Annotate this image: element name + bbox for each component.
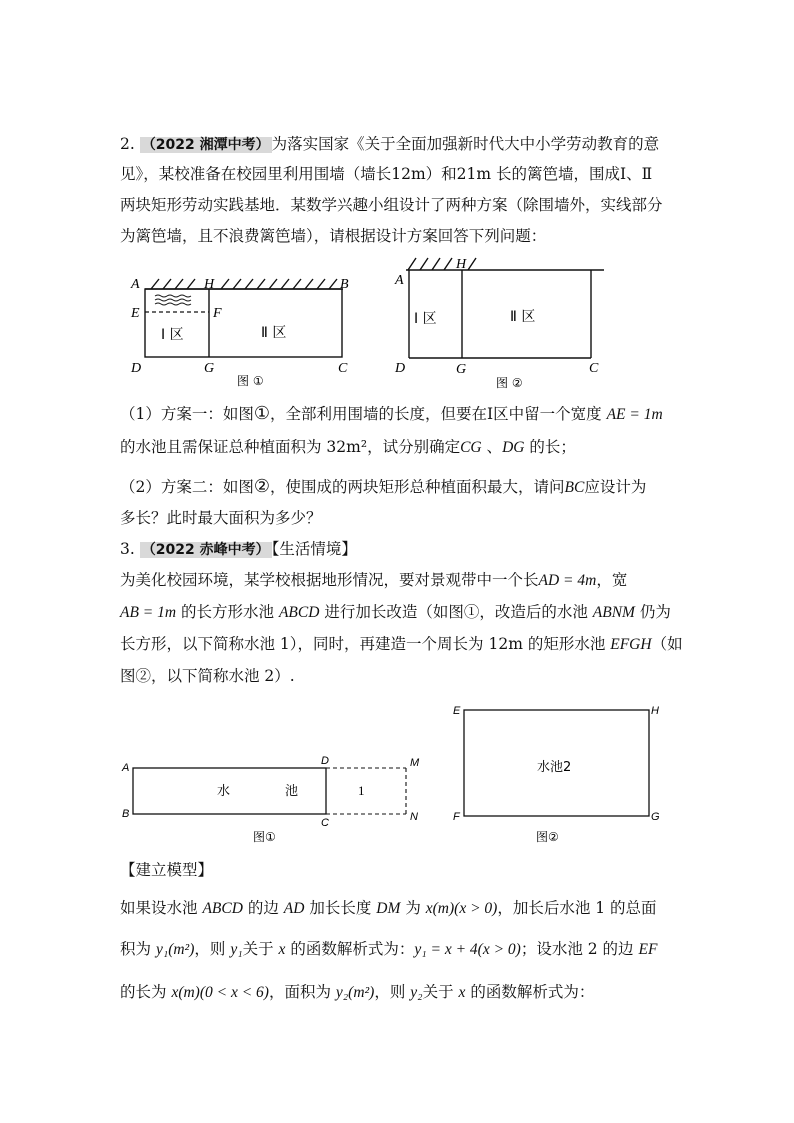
text: 进行加长改造（如图①，改造后的水池: [319, 603, 593, 621]
label-f: F: [213, 306, 222, 321]
text: 的函数解析式为：: [465, 983, 595, 1001]
q3-figure-1: [118, 750, 428, 846]
var: y₁: [230, 941, 243, 958]
text: ，加长后水池 1 的总面: [497, 899, 657, 917]
q2-figure-1: [125, 268, 355, 390]
formula: x(m)(0 < x < 6): [171, 984, 269, 1001]
zone-2-label: Ⅱ 区: [261, 325, 287, 341]
var-dg: DG: [502, 439, 525, 456]
label-g: G: [651, 811, 660, 823]
label-f: F: [453, 811, 460, 823]
q3-source-tag: （2022 赤峰中考）: [141, 542, 270, 558]
var-abnm: ABNM: [592, 604, 635, 621]
formula: y₁ = x + 4(x > 0): [414, 941, 521, 958]
var: AD: [283, 900, 305, 917]
text: 应设计为: [584, 478, 647, 496]
wall-hatching: [406, 258, 604, 270]
text: ，则: [194, 940, 231, 958]
formula: y₂(m²): [335, 984, 375, 1001]
var: x: [458, 984, 466, 1001]
text: ，使围成的两块矩形总种植面积最大，请问: [270, 478, 565, 496]
label-d: D: [321, 755, 329, 767]
extension-dmnc: [326, 768, 406, 814]
q2-part1-line-2: [120, 437, 576, 458]
label-c: C: [338, 361, 348, 376]
label-n: N: [410, 811, 418, 823]
label-c: C: [321, 817, 329, 829]
q3-figure-2: [450, 700, 670, 850]
circle-two: ②: [253, 476, 271, 497]
formula: x(m)(x > 0): [425, 900, 498, 917]
water-waves: [155, 295, 191, 305]
q2-part2-line-2: 多长？此时最大面积为多少？: [120, 509, 322, 527]
text: 为美化校园环境，某学校根据地形情况，要对景观带中一个长: [120, 571, 539, 589]
q2-text-1: 为落实国家《关于全面加强新时代大中小学劳动教育的意: [271, 135, 660, 153]
q2-line-4: 为篱笆墙，且不浪费篱笆墙），请根据设计方案回答下列问题：: [120, 227, 547, 245]
label-g: G: [456, 362, 467, 377]
formula-ae: AE = 1m: [606, 406, 663, 423]
label-a: A: [131, 277, 140, 292]
q2-number: 2.: [120, 135, 135, 153]
figure-caption: 图 ②: [496, 376, 523, 390]
label-d: D: [131, 361, 142, 376]
var: x: [278, 941, 286, 958]
label-h: H: [651, 705, 659, 717]
formula-ab: AB = 1m: [120, 604, 177, 621]
text: 的长为: [120, 983, 172, 1001]
text: 、: [481, 438, 503, 456]
text: 长方形，以下简称水池 1），同时，再建造一个周长为 12m 的矩形水池: [120, 635, 611, 653]
figure-caption: 图①: [253, 830, 276, 844]
text: （2）方案二：如图: [120, 478, 254, 496]
q3-line-4: 图②，以下简称水池 2）.: [120, 667, 295, 685]
q3-line-3: [120, 634, 683, 655]
formula: y₁(m²): [155, 941, 195, 958]
pool-label-1: 水: [217, 784, 231, 799]
q3-line-header: [120, 539, 357, 560]
extension-label: 1: [358, 783, 365, 798]
q2-line-3: 两块矩形劳动实践基地．某数学兴趣小组设计了两种方案（除围墙外，实线部分: [120, 196, 663, 214]
text: ；设水池 2 的边: [520, 940, 639, 958]
text: ，则: [374, 983, 411, 1001]
label-a: A: [395, 273, 404, 288]
var-cg: CG: [460, 439, 482, 456]
label-h: H: [204, 277, 215, 292]
text: 仍为: [634, 603, 671, 621]
var: DM: [376, 900, 401, 917]
figure-caption: 图 ①: [237, 374, 264, 388]
figure-caption: 图②: [536, 830, 559, 844]
q2-figure-2: [392, 252, 612, 390]
q3-model-line-3: [120, 982, 594, 1003]
label-b: B: [122, 808, 130, 820]
var: y₂: [410, 984, 423, 1001]
text: ，全部利用围墙的长度，但要在Ⅰ区中留一个宽度: [270, 405, 602, 423]
label-m: M: [410, 757, 420, 769]
q2-part1-line-1: [120, 404, 663, 425]
circle-one: ①: [253, 403, 271, 424]
var-efgh: EFGH: [610, 636, 652, 653]
label-e: E: [453, 705, 461, 717]
label-g: G: [204, 361, 215, 376]
q3-line-2: [120, 602, 671, 623]
zone-1-label: Ⅰ 区: [414, 311, 437, 327]
text: 的函数解析式为：: [285, 940, 415, 958]
var: ABCD: [202, 900, 243, 917]
var-abcd: ABCD: [278, 604, 320, 621]
label-a: A: [122, 762, 130, 774]
formula-ad: AD = 4m: [538, 572, 597, 589]
q2-source-tag: （2022 湘潭中考）: [141, 137, 270, 153]
text: 的长；: [524, 438, 576, 456]
label-e: E: [131, 306, 140, 321]
q3-line-1: [120, 570, 627, 591]
label-b: B: [340, 277, 349, 292]
q3-number: 3.: [120, 540, 135, 558]
outer-rect: [145, 289, 342, 357]
text: 积为: [120, 940, 156, 958]
label-h: H: [456, 257, 467, 272]
q3-context: 【生活情境】: [271, 540, 357, 558]
q3-model-heading: 【建立模型】: [120, 861, 214, 879]
q2-part2-line-1: [120, 477, 646, 498]
text: 关于: [422, 983, 459, 1001]
text: ，面积为: [268, 983, 336, 1001]
text: 加长长度: [304, 899, 377, 917]
text: 关于: [242, 940, 279, 958]
text: （1）方案一：如图: [120, 405, 254, 423]
var: EF: [638, 941, 658, 958]
q3-model-line-2: [120, 939, 657, 960]
q3-model-line-1: [120, 898, 657, 919]
text: ，宽: [596, 571, 628, 589]
zone-2-label: Ⅱ 区: [510, 309, 536, 325]
text: 如果设水池: [120, 899, 203, 917]
label-c: C: [589, 361, 599, 376]
q2-line-2: 见》，某校准备在校园里利用围墙（墙长12m）和21m 长的篱笆墙，围成Ⅰ、Ⅱ: [120, 165, 653, 183]
q2-line-1: [120, 134, 659, 155]
pool-2-label: 水池2: [537, 760, 572, 775]
text: 的边: [242, 899, 284, 917]
label-d: D: [395, 361, 406, 376]
wall-hatching: [145, 279, 343, 289]
pool-label-2: 池: [285, 784, 299, 799]
var-bc: BC: [564, 479, 585, 496]
text: 的长方形水池: [176, 603, 279, 621]
text: （如: [651, 635, 683, 653]
zone-1-label: Ⅰ 区: [161, 327, 184, 343]
text: 的水池且需保证总种植面积为 32m²，试分别确定: [120, 438, 461, 456]
text: 为: [400, 899, 426, 917]
